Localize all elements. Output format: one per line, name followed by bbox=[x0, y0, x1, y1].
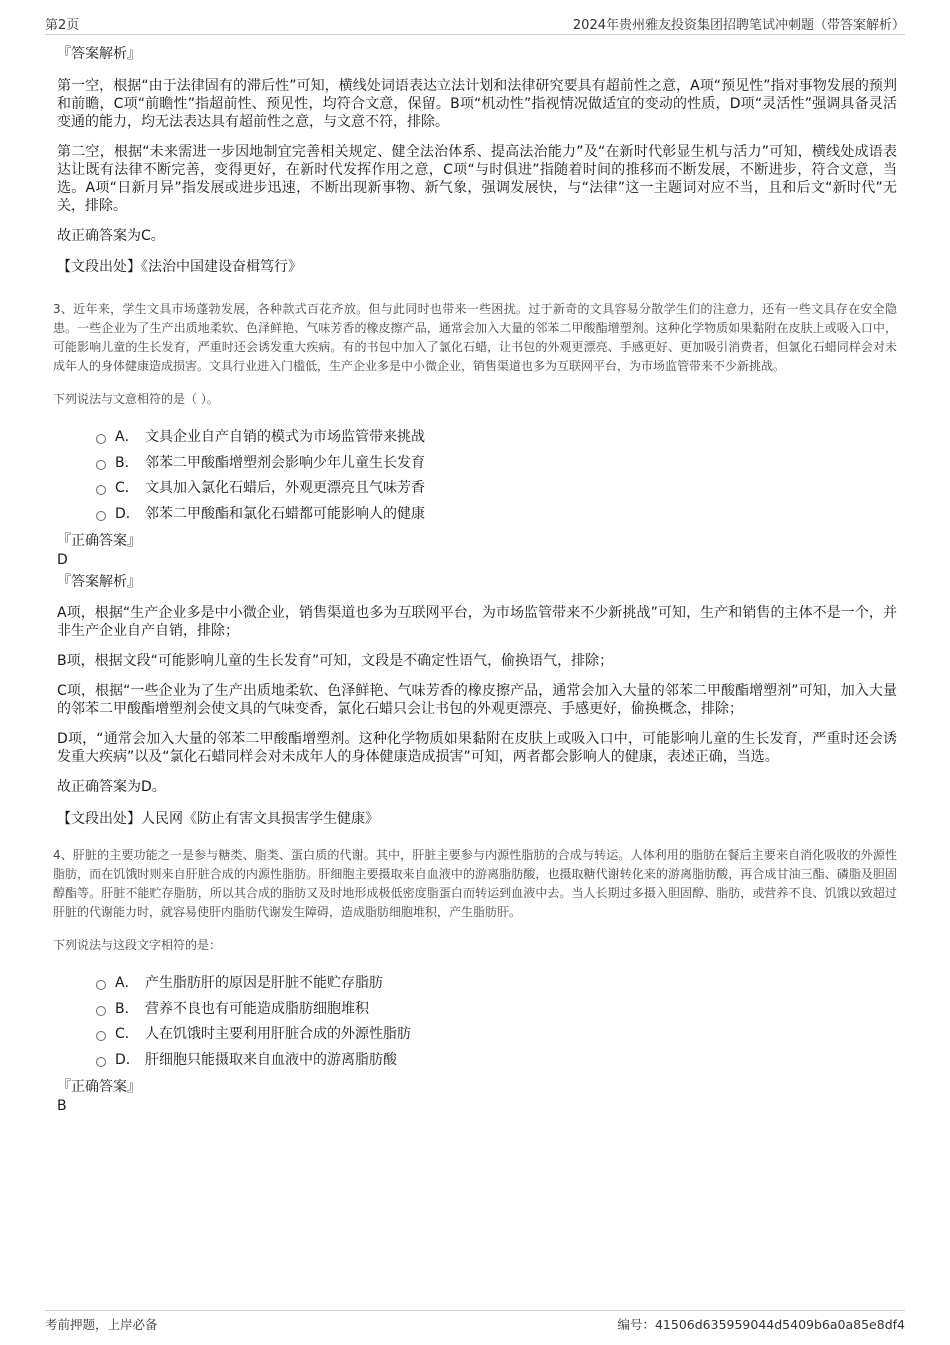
q4-answer-label: 『正确答案』 bbox=[57, 1079, 141, 1095]
q3-option-c[interactable]: C． 文具加入氯化石蜡后，外观更漂亮且气味芳香 bbox=[93, 476, 897, 502]
q3-analysis-para: A项，根据“生产企业多是中小微企业，销售渠道也多为互联网平台，为市场监管带来不少新挑战”可知，生产和销售的主体不是一个，并非生产企业自产自销，排除； bbox=[57, 605, 897, 639]
document-body bbox=[53, 44, 897, 1118]
q4-option-b[interactable]: B． 营养不良也有可能造成脂肪细胞堆积 bbox=[93, 997, 897, 1023]
q4-option-d[interactable]: D． 肝细胞只能摄取来自血液中的游离脂肪酸 bbox=[93, 1048, 897, 1074]
q3-options bbox=[93, 425, 897, 527]
q3-answer-label: 『正确答案』 bbox=[57, 533, 141, 549]
document-title: 2024年贵州雅友投资集团招聘笔试冲刺题（带答案解析） bbox=[572, 18, 905, 33]
q4-answer: B bbox=[57, 1098, 67, 1114]
q3-analysis-para: C项，根据“一些企业为了生产出质地柔软、色泽鲜艳、气味芳香的橡皮擦产品，通常会加入大量的邻苯二甲酸酯增塑剂”可知，加入大量的邻苯二甲酸酯增塑剂会使文具的气味变香，氯化石蜡只会让书包的外观更漂亮、手感更好，偷换概念，排除； bbox=[57, 683, 897, 717]
q3-prompt: 下列说法与文意相符的是（ ）。 bbox=[53, 392, 219, 406]
q4-question: 4、肝脏的主要功能之一是参与糖类、脂类、蛋白质的代谢。其中，肝脏主要参与内源性脂肪的合成与转运。人体利用的脂肪在餐后主要来自消化吸收的外源性脂肪，而在饥饿时则来自肝脏合成的内源性脂肪。肝细胞主要摄取来自血液中的游离脂肪酸，也摄取糖代谢转化来的游离脂肪酸，再合成甘油三酯、磷脂及胆固醇酯等。肝脏不能贮存脂肪，所以其合成的脂肪又及时地形成极低密度脂蛋白而转运到血液中去。当人长期过多摄入胆固醇、脂肪，或营养不良、饥饿以致超过肝脏的代谢能力时，就容易使肝内脂肪代谢发生障碍，造成脂肪细胞堆积，产生脂肪肝。 bbox=[53, 848, 897, 919]
q3-analysis-label: 『答案解析』 bbox=[57, 574, 141, 590]
q4-prompt: 下列说法与这段文字相符的是： bbox=[53, 938, 222, 952]
q4-option-c[interactable]: C． 人在饥饿时主要利用肝脏合成的外源性脂肪 bbox=[93, 1022, 897, 1048]
q2-source: 【文段出处】《法治中国建设奋楫笃行》 bbox=[57, 259, 302, 275]
page-footer bbox=[45, 1310, 905, 1333]
radio-icon[interactable] bbox=[96, 980, 106, 990]
q2-conclusion: 故正确答案为C。 bbox=[57, 228, 165, 244]
q3-option-a[interactable]: A． 文具企业自产自销的模式为市场监管带来挑战 bbox=[93, 425, 897, 451]
q3-source: 【文段出处】人民网《防止有害文具损害学生健康》 bbox=[57, 811, 379, 827]
radio-icon[interactable] bbox=[96, 485, 106, 495]
q2-analysis-label: 『答案解析』 bbox=[57, 46, 141, 62]
radio-icon[interactable] bbox=[96, 1006, 106, 1016]
page-header bbox=[45, 12, 905, 35]
footer-slogan: 考前押题，上岸必备 bbox=[45, 1317, 158, 1332]
q3-answer: D bbox=[57, 552, 68, 568]
radio-icon[interactable] bbox=[96, 460, 106, 470]
radio-icon[interactable] bbox=[96, 1031, 106, 1041]
document-code: 编号：41506d635959044d5409b6a0a85e8df4 bbox=[617, 1317, 905, 1332]
page-number: 第2页 bbox=[45, 18, 80, 33]
q3-option-b[interactable]: B． 邻苯二甲酸酯增塑剂会影响少年儿童生长发育 bbox=[93, 451, 897, 477]
q2-analysis-para: 第二空，根据“未来需进一步因地制宜完善相关规定、健全法治体系、提高法治能力”及“在新时代彰显生机与活力”可知，横线处成语表达让既有法律不断完善，变得更好，在新时代发挥作用之意，C项“与时俱进”指随着时间的推移而不断发展，不断进步，符合文意，当选。A项“日新月异”指发展或进步迅速，不断出现新事物、新气象，强调发展快，与“法律”这一主题词对应不当，且和后文“新时代”无关，排除。 bbox=[57, 144, 897, 214]
q3-question: 3、近年来，学生文具市场蓬勃发展，各种款式百花齐放。但与此同时也带来一些困扰。过于新奇的文具容易分散学生们的注意力，还有一些文具存在安全隐患。一些企业为了生产出质地柔软、色泽鲜艳、气味芳香的橡皮擦产品，通常会加入大量的邻苯二甲酸酯增塑剂。这种化学物质如果黏附在皮肤上或吸入口中，可能影响儿童的生长发育，严重时还会诱发重大疾病。有的书包中加入了氯化石蜡，让书包的外观更漂亮、手感更好、更加吸引消费者，但氯化石蜡同样会对未成年人的身体健康造成损害。文具行业进入门槛低，生产企业多是中小微企业，销售渠道也多为互联网平台，为市场监管带来不少新挑战。 bbox=[53, 302, 897, 373]
q3-option-d[interactable]: D． 邻苯二甲酸酯和氯化石蜡都可能影响人的健康 bbox=[93, 502, 897, 528]
radio-icon[interactable] bbox=[96, 1057, 106, 1067]
radio-icon[interactable] bbox=[96, 434, 106, 444]
q4-options bbox=[93, 971, 897, 1073]
radio-icon[interactable] bbox=[96, 511, 106, 521]
q2-analysis-para: 第一空，根据“由于法律固有的滞后性”可知，横线处词语表达立法计划和法律研究要具有超前性之意，A项“预见性”指对事物发展的预判和前瞻，C项“前瞻性”指超前性、预见性，均符合文意，保留。B项“机动性”指视情况做适宜的变动的性质，D项“灵活性”强调具备灵活变通的能力，均无法表达具有超前性之意，与文意不符，排除。 bbox=[57, 78, 897, 130]
q4-option-a[interactable]: A． 产生脂肪肝的原因是肝脏不能贮存脂肪 bbox=[93, 971, 897, 997]
q3-analysis-para: D项，“通常会加入大量的邻苯二甲酸酯增塑剂。这种化学物质如果黏附在皮肤上或吸入口中，可能影响儿童的生长发育，严重时还会诱发重大疾病”以及“氯化石蜡同样会对未成年人的身体健康造成损害”可知，两者都会影响人的健康，表述正确，当选。 bbox=[57, 731, 897, 765]
q3-analysis-para: B项，根据文段“可能影响儿童的生长发育”可知，文段是不确定性语气，偷换语气，排除； bbox=[57, 653, 614, 669]
q3-conclusion: 故正确答案为D。 bbox=[57, 779, 166, 795]
